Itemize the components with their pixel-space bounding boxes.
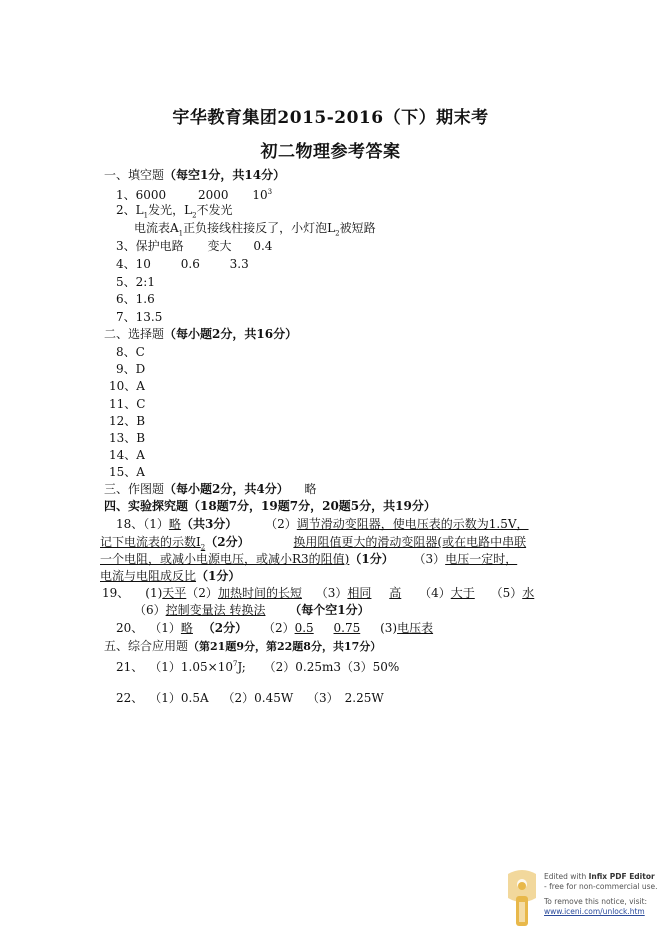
section1-heading: 一、填空题（每空1分，共14分） <box>104 168 286 182</box>
document-subtitle: 初二物理参考答案 <box>260 142 401 162</box>
answer-q13: 13、B <box>109 431 146 445</box>
answer-q2: 2、$L_1$发光，$L_2$不发光 <box>116 203 233 220</box>
unlock-link[interactable]: www.iceni.com/unlock.htm <box>544 906 645 916</box>
answer-q4: 4、10 0.6 3.3 <box>116 257 249 271</box>
answer-q7: 7、13.5 <box>116 310 163 324</box>
answer-q5: 5、2:1 <box>116 275 155 289</box>
answer-q3: 3、保护电路 变大 0.4 <box>116 239 273 253</box>
answer-q21: 21、 $(1)1.05\times 10^7J$; （2）0.25m3（3）50% <box>116 660 400 674</box>
answer-q20: 20、 （1）略 （2分） （2）0.5 0.75 (3)电压表 <box>116 621 434 635</box>
answer-q18-line3: 一个电阻，或减小电源电压，或减小R3的阻值)（1分） （3）电压一定时， <box>100 552 518 566</box>
answer-q14: 14、A <box>109 448 145 462</box>
answer-q11: 11、C <box>109 397 146 411</box>
answer-q18-line1: 18、（1）略（共3分） （2）调节滑动变阻器，使电压表的示数为1.5V， <box>116 517 529 531</box>
answer-q19-line1: 19、 (1)天平（2）加热时间的长短 （3）相同 高 （4）大于 （5）水 <box>102 586 535 600</box>
answer-q12: 12、B <box>109 414 146 428</box>
section5-heading: 五、综合应用题（第21题9分，第22题8分，共17分） <box>104 639 382 653</box>
answer-q18-line4: 电流与电阻成反比（1分） <box>100 569 241 583</box>
answer-q10: 10、A <box>109 379 145 393</box>
answer-q2-explanation: 电流表$A_1$正负接线柱接反了，小灯泡$L_2$被短路 <box>134 221 376 238</box>
infix-logo-icon <box>506 868 538 930</box>
answer-q6: 6、1.6 <box>116 292 155 306</box>
infix-edit-notice <box>506 868 656 930</box>
document-title: 宇华教育集团2015-2016（下）期末考 <box>172 108 489 128</box>
answer-q8: 8、C <box>116 345 145 359</box>
answer-q1: 1、6000 2000 $10^3$ <box>116 188 273 202</box>
answer-q18-line2: 记下电流表的示数$I_2(2$分） 换用阻值更大的滑动变阻器(或在电路中串联 <box>100 535 527 552</box>
section3-heading: 三、作图题（每小题2分，共4分） 略 <box>104 482 317 496</box>
answer-q9: 9、D <box>116 362 146 376</box>
section4-heading: 四、实验探究题（18题7分，19题7分，20题5分，共19分） <box>104 499 436 513</box>
answer-q15: 15、A <box>109 465 145 479</box>
answer-q19-line2: （6）控制变量法 转换法 （每个空1分） <box>134 603 370 617</box>
section2-heading: 二、选择题（每小题2分，共16分） <box>104 327 298 341</box>
answer-q22: 22、 （1）0.5A （2）0.45W （3） 2.25W <box>116 691 384 705</box>
notice-text: Edited with Infix PDF Editor - free for non-commercial use. To remove this notice, visit: www.iceni.com/unlock.htm <box>544 872 658 916</box>
